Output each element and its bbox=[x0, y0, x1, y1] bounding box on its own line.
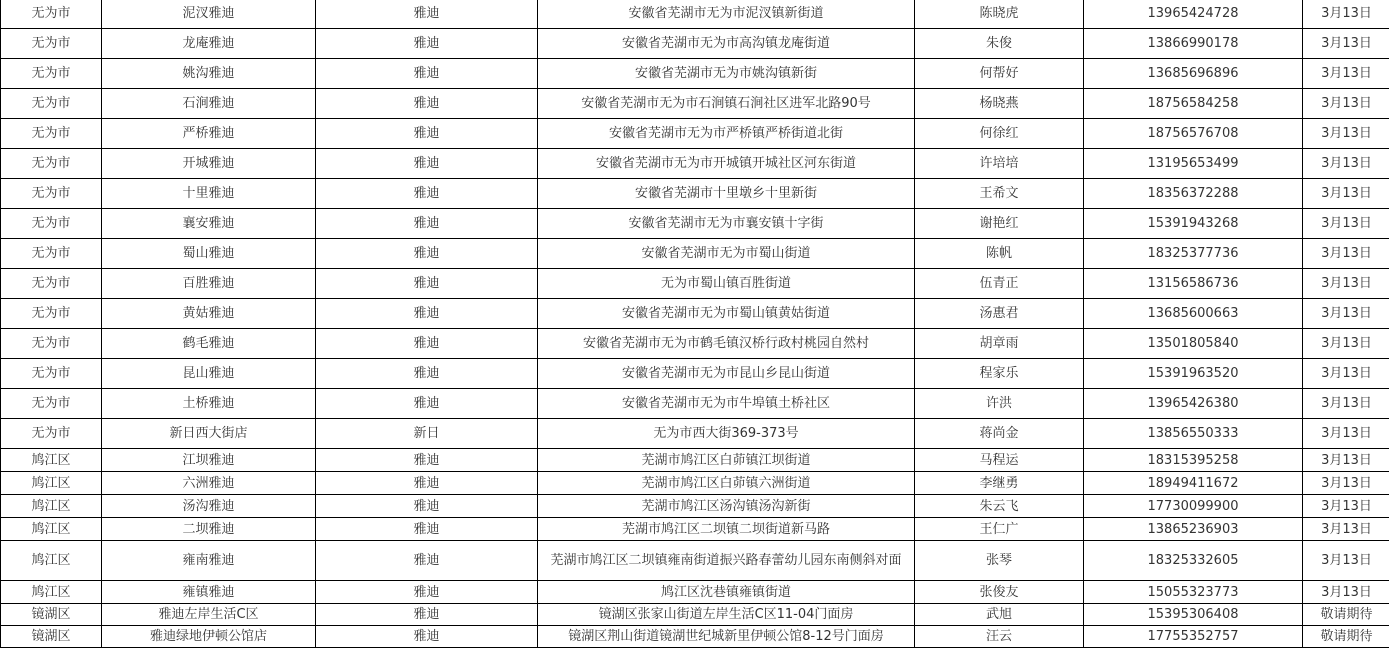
date-cell: 3月13日 bbox=[1303, 518, 1389, 541]
table-row bbox=[1, 419, 1389, 449]
contact-cell: 王仁广 bbox=[915, 518, 1084, 541]
table-row bbox=[1, 329, 1389, 359]
contact-cell: 何徐红 bbox=[915, 119, 1084, 149]
date-cell: 3月13日 bbox=[1303, 89, 1389, 119]
brand-cell: 雅迪 bbox=[316, 389, 538, 419]
contact-cell: 陈晓虎 bbox=[915, 0, 1084, 29]
address-cell: 安徽省芜湖市无为市高沟镇龙庵街道 bbox=[538, 29, 915, 59]
contact-cell: 汪云 bbox=[915, 626, 1084, 648]
phone-cell: 18325332605 bbox=[1084, 541, 1303, 581]
address-cell: 安徽省芜湖市无为市牛埠镇土桥社区 bbox=[538, 389, 915, 419]
brand-cell: 雅迪 bbox=[316, 119, 538, 149]
store-name-cell: 黄姑雅迪 bbox=[102, 299, 316, 329]
contact-cell: 张俊友 bbox=[915, 581, 1084, 604]
address-cell: 芜湖市鸠江区白茆镇六洲街道 bbox=[538, 472, 915, 495]
table-row bbox=[1, 449, 1389, 472]
phone-cell: 18356372288 bbox=[1084, 179, 1303, 209]
district-cell: 无为市 bbox=[1, 89, 102, 119]
table-row bbox=[1, 119, 1389, 149]
phone-cell: 13685600663 bbox=[1084, 299, 1303, 329]
table-row bbox=[1, 604, 1389, 626]
store-name-cell: 襄安雅迪 bbox=[102, 209, 316, 239]
phone-cell: 18949411672 bbox=[1084, 472, 1303, 495]
date-cell: 3月13日 bbox=[1303, 29, 1389, 59]
phone-cell: 13195653499 bbox=[1084, 149, 1303, 179]
table-row bbox=[1, 59, 1389, 89]
date-cell: 3月13日 bbox=[1303, 419, 1389, 449]
date-cell: 3月13日 bbox=[1303, 541, 1389, 581]
address-cell: 安徽省芜湖市无为市开城镇开城社区河东街道 bbox=[538, 149, 915, 179]
address-cell: 安徽省芜湖市无为市襄安镇十字街 bbox=[538, 209, 915, 239]
address-cell: 安徽省芜湖市无为市严桥镇严桥街道北街 bbox=[538, 119, 915, 149]
date-cell: 3月13日 bbox=[1303, 495, 1389, 518]
table-row bbox=[1, 29, 1389, 59]
store-name-cell: 开城雅迪 bbox=[102, 149, 316, 179]
district-cell: 鸠江区 bbox=[1, 541, 102, 581]
table-row bbox=[1, 541, 1389, 581]
phone-cell: 13965426380 bbox=[1084, 389, 1303, 419]
date-cell: 3月13日 bbox=[1303, 269, 1389, 299]
phone-cell: 13865236903 bbox=[1084, 518, 1303, 541]
district-cell: 无为市 bbox=[1, 149, 102, 179]
phone-cell: 18325377736 bbox=[1084, 239, 1303, 269]
store-name-cell: 雅迪绿地伊顿公馆店 bbox=[102, 626, 316, 648]
phone-cell: 13965424728 bbox=[1084, 0, 1303, 29]
contact-cell: 王希文 bbox=[915, 179, 1084, 209]
district-cell: 无为市 bbox=[1, 29, 102, 59]
contact-cell: 陈帆 bbox=[915, 239, 1084, 269]
date-cell: 3月13日 bbox=[1303, 472, 1389, 495]
district-cell: 鸠江区 bbox=[1, 518, 102, 541]
address-cell: 安徽省芜湖市无为市泥汊镇新街道 bbox=[538, 0, 915, 29]
district-cell: 无为市 bbox=[1, 359, 102, 389]
phone-cell: 13856550333 bbox=[1084, 419, 1303, 449]
table-row bbox=[1, 472, 1389, 495]
store-name-cell: 六洲雅迪 bbox=[102, 472, 316, 495]
contact-cell: 程家乐 bbox=[915, 359, 1084, 389]
district-cell: 无为市 bbox=[1, 0, 102, 29]
date-cell: 3月13日 bbox=[1303, 449, 1389, 472]
date-cell: 3月13日 bbox=[1303, 299, 1389, 329]
date-cell: 3月13日 bbox=[1303, 359, 1389, 389]
store-name-cell: 鹤毛雅迪 bbox=[102, 329, 316, 359]
contact-cell: 马程运 bbox=[915, 449, 1084, 472]
table-row bbox=[1, 359, 1389, 389]
address-cell: 镜湖区张家山街道左岸生活C区11-04门面房 bbox=[538, 604, 915, 626]
store-name-cell: 百胜雅迪 bbox=[102, 269, 316, 299]
table-row bbox=[1, 0, 1389, 29]
table-row bbox=[1, 299, 1389, 329]
brand-cell: 雅迪 bbox=[316, 29, 538, 59]
date-cell: 3月13日 bbox=[1303, 179, 1389, 209]
contact-cell: 胡章雨 bbox=[915, 329, 1084, 359]
district-cell: 无为市 bbox=[1, 329, 102, 359]
address-cell: 镜湖区荆山街道镜湖世纪城新里伊顿公馆8-12号门面房 bbox=[538, 626, 915, 648]
contact-cell: 朱云飞 bbox=[915, 495, 1084, 518]
contact-cell: 许洪 bbox=[915, 389, 1084, 419]
district-cell: 无为市 bbox=[1, 299, 102, 329]
table-row bbox=[1, 179, 1389, 209]
brand-cell: 雅迪 bbox=[316, 495, 538, 518]
district-cell: 无为市 bbox=[1, 239, 102, 269]
date-cell: 3月13日 bbox=[1303, 119, 1389, 149]
table-row bbox=[1, 239, 1389, 269]
address-cell: 安徽省芜湖市无为市姚沟镇新街 bbox=[538, 59, 915, 89]
contact-cell: 许培培 bbox=[915, 149, 1084, 179]
brand-cell: 雅迪 bbox=[316, 518, 538, 541]
phone-cell: 15391963520 bbox=[1084, 359, 1303, 389]
contact-cell: 朱俊 bbox=[915, 29, 1084, 59]
store-name-cell: 雍镇雅迪 bbox=[102, 581, 316, 604]
district-cell: 无为市 bbox=[1, 119, 102, 149]
contact-cell: 杨晓燕 bbox=[915, 89, 1084, 119]
phone-cell: 18315395258 bbox=[1084, 449, 1303, 472]
address-cell: 鸠江区沈巷镇雍镇街道 bbox=[538, 581, 915, 604]
brand-cell: 雅迪 bbox=[316, 209, 538, 239]
phone-cell: 15395306408 bbox=[1084, 604, 1303, 626]
address-cell: 芜湖市鸠江区白茆镇江坝街道 bbox=[538, 449, 915, 472]
phone-cell: 15391943268 bbox=[1084, 209, 1303, 239]
address-cell: 芜湖市鸠江区汤沟镇汤沟新街 bbox=[538, 495, 915, 518]
district-cell: 鸠江区 bbox=[1, 449, 102, 472]
phone-cell: 15055323773 bbox=[1084, 581, 1303, 604]
brand-cell: 雅迪 bbox=[316, 626, 538, 648]
table-row bbox=[1, 149, 1389, 179]
brand-cell: 雅迪 bbox=[316, 299, 538, 329]
district-cell: 无为市 bbox=[1, 419, 102, 449]
phone-cell: 13685696896 bbox=[1084, 59, 1303, 89]
brand-cell: 雅迪 bbox=[316, 541, 538, 581]
district-cell: 无为市 bbox=[1, 389, 102, 419]
date-cell: 3月13日 bbox=[1303, 581, 1389, 604]
store-name-cell: 龙庵雅迪 bbox=[102, 29, 316, 59]
address-cell: 安徽省芜湖市十里墩乡十里新街 bbox=[538, 179, 915, 209]
district-cell: 无为市 bbox=[1, 269, 102, 299]
address-cell: 安徽省芜湖市无为市蜀山街道 bbox=[538, 239, 915, 269]
district-cell: 鸠江区 bbox=[1, 472, 102, 495]
district-cell: 无为市 bbox=[1, 209, 102, 239]
phone-cell: 13866990178 bbox=[1084, 29, 1303, 59]
table-row bbox=[1, 389, 1389, 419]
date-cell: 3月13日 bbox=[1303, 0, 1389, 29]
table-row bbox=[1, 626, 1389, 648]
contact-cell: 何帮好 bbox=[915, 59, 1084, 89]
brand-cell: 雅迪 bbox=[316, 472, 538, 495]
contact-cell: 李继勇 bbox=[915, 472, 1084, 495]
store-name-cell: 姚沟雅迪 bbox=[102, 59, 316, 89]
store-name-cell: 雍南雅迪 bbox=[102, 541, 316, 581]
brand-cell: 雅迪 bbox=[316, 604, 538, 626]
brand-cell: 雅迪 bbox=[316, 329, 538, 359]
brand-cell: 雅迪 bbox=[316, 149, 538, 179]
table-row bbox=[1, 209, 1389, 239]
phone-cell: 18756584258 bbox=[1084, 89, 1303, 119]
store-name-cell: 泥汊雅迪 bbox=[102, 0, 316, 29]
store-name-cell: 二坝雅迪 bbox=[102, 518, 316, 541]
brand-cell: 新日 bbox=[316, 419, 538, 449]
brand-cell: 雅迪 bbox=[316, 239, 538, 269]
table-row bbox=[1, 89, 1389, 119]
table-row bbox=[1, 518, 1389, 541]
store-name-cell: 昆山雅迪 bbox=[102, 359, 316, 389]
brand-cell: 雅迪 bbox=[316, 179, 538, 209]
contact-cell: 汤惠君 bbox=[915, 299, 1084, 329]
phone-cell: 13501805840 bbox=[1084, 329, 1303, 359]
table-row bbox=[1, 581, 1389, 604]
brand-cell: 雅迪 bbox=[316, 59, 538, 89]
contact-cell: 蒋尚金 bbox=[915, 419, 1084, 449]
date-cell: 3月13日 bbox=[1303, 209, 1389, 239]
address-cell: 无为市蜀山镇百胜街道 bbox=[538, 269, 915, 299]
store-name-cell: 十里雅迪 bbox=[102, 179, 316, 209]
store-name-cell: 石涧雅迪 bbox=[102, 89, 316, 119]
date-cell: 敬请期待 bbox=[1303, 604, 1389, 626]
brand-cell: 雅迪 bbox=[316, 0, 538, 29]
district-cell: 无为市 bbox=[1, 59, 102, 89]
date-cell: 敬请期待 bbox=[1303, 626, 1389, 648]
brand-cell: 雅迪 bbox=[316, 269, 538, 299]
district-cell: 鸠江区 bbox=[1, 495, 102, 518]
district-cell: 鸠江区 bbox=[1, 581, 102, 604]
district-cell: 镜湖区 bbox=[1, 604, 102, 626]
district-cell: 镜湖区 bbox=[1, 626, 102, 648]
date-cell: 3月13日 bbox=[1303, 329, 1389, 359]
brand-cell: 雅迪 bbox=[316, 449, 538, 472]
store-name-cell: 汤沟雅迪 bbox=[102, 495, 316, 518]
table-row bbox=[1, 269, 1389, 299]
address-cell: 安徽省芜湖市无为市石涧镇石涧社区进军北路90号 bbox=[538, 89, 915, 119]
address-cell: 无为市西大街369-373号 bbox=[538, 419, 915, 449]
date-cell: 3月13日 bbox=[1303, 389, 1389, 419]
brand-cell: 雅迪 bbox=[316, 581, 538, 604]
table-row bbox=[1, 495, 1389, 518]
store-name-cell: 严桥雅迪 bbox=[102, 119, 316, 149]
address-cell: 芜湖市鸠江区二坝镇雍南街道振兴路春蕾幼儿园东南侧斜对面 bbox=[538, 541, 915, 581]
contact-cell: 谢艳红 bbox=[915, 209, 1084, 239]
phone-cell: 18756576708 bbox=[1084, 119, 1303, 149]
address-cell: 芜湖市鸠江区二坝镇二坝街道新马路 bbox=[538, 518, 915, 541]
date-cell: 3月13日 bbox=[1303, 59, 1389, 89]
address-cell: 安徽省芜湖市无为市鹤毛镇汉桥行政村桃园自然村 bbox=[538, 329, 915, 359]
store-name-cell: 江坝雅迪 bbox=[102, 449, 316, 472]
store-name-cell: 新日西大街店 bbox=[102, 419, 316, 449]
phone-cell: 17755352757 bbox=[1084, 626, 1303, 648]
contact-cell: 伍青正 bbox=[915, 269, 1084, 299]
store-name-cell: 土桥雅迪 bbox=[102, 389, 316, 419]
contact-cell: 张琴 bbox=[915, 541, 1084, 581]
brand-cell: 雅迪 bbox=[316, 89, 538, 119]
phone-cell: 13156586736 bbox=[1084, 269, 1303, 299]
date-cell: 3月13日 bbox=[1303, 239, 1389, 269]
address-cell: 安徽省芜湖市无为市蜀山镇黄姑街道 bbox=[538, 299, 915, 329]
contact-cell: 武旭 bbox=[915, 604, 1084, 626]
store-name-cell: 蜀山雅迪 bbox=[102, 239, 316, 269]
phone-cell: 17730099900 bbox=[1084, 495, 1303, 518]
address-cell: 安徽省芜湖市无为市昆山乡昆山街道 bbox=[538, 359, 915, 389]
brand-cell: 雅迪 bbox=[316, 359, 538, 389]
store-name-cell: 雅迪左岸生活C区 bbox=[102, 604, 316, 626]
date-cell: 3月13日 bbox=[1303, 149, 1389, 179]
district-cell: 无为市 bbox=[1, 179, 102, 209]
